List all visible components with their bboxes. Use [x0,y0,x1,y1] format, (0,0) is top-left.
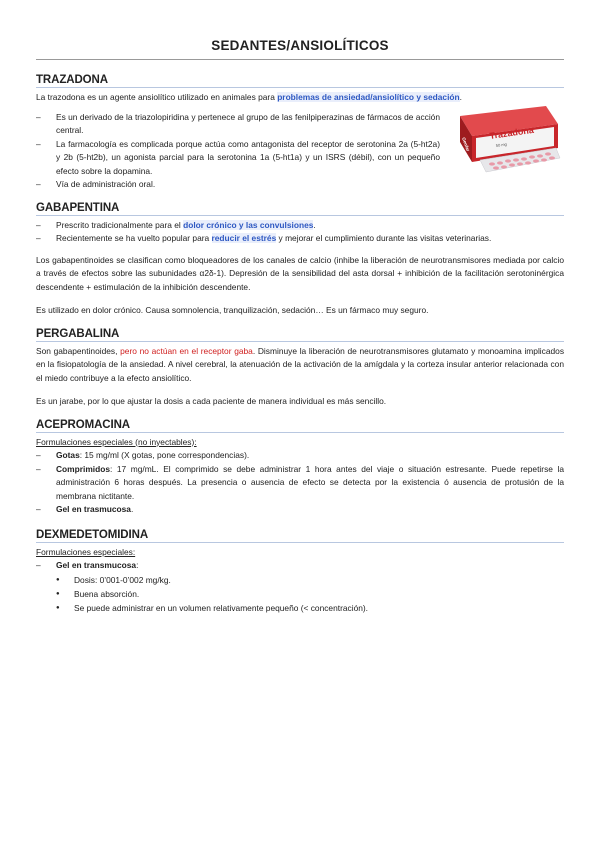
bullet-item: ● Se puede administrar en un volumen relativamente pequeño (< concentración). [36,601,564,615]
pergabalina-paragraph: Son gabapentinoides, pero no actúan en el receptor gaba. Disminuye la liberación de neurotransmisores glutamato y monoamina implicados en la fisiopatología de la ansiedad. A nivel cerebral, la atenuación de la activación de la amígdala y la corteza insular anterior relacionada con el miedo contribuye a la efecto ansiolítico. [36,345,565,383]
list-item: – Gotas: 15 mg/ml (X gotas, pone correspondencias). [36,449,564,463]
pergabalina-paragraph: Es un jarabe, por lo que ajustar la dosis a cada paciente de manera individual es más sencillo. [36,396,387,406]
list-item: – Gel en trasmucosa. [36,503,564,517]
list-item: – La farmacología es complicada porque actúa como antagonista del receptor de serotonina 2a (5-ht2a) y 2b (5-ht2b), un agonista parcial para la serotonina 1a (5-ht1a) y un ISRS (débil), con un pequeño efecto sobre la dopamina. [36,138,440,179]
highlight-text: reducir el estrés [211,233,277,243]
medicine-box-icon [450,102,564,176]
heading-dexmedetomidina: DEXMEDETOMIDINA [36,529,564,543]
section-acepromacina [36,419,564,517]
list-item: – Gel en transmucosa: [36,559,564,573]
heading-trazadona: TRAZADONA [36,74,564,88]
heading-acepromacina: ACEPROMACINA [36,419,564,433]
list-item: – Prescrito tradicionalmente para el dolor crónico y las convulsiones. [36,219,564,233]
heading-pergabalina: PERGABALINA [36,328,564,342]
list-item: – Comprimidos: 17 mg/mL. El comprimido se debe administrar 1 hora antes del viaje o situación estresante. Puede repetirse la administración 6 horas después. La presencia o ausencia de efecto se detecta por la existencia ó ausencia de protusión de la membrana nictitante. [36,463,564,504]
trazadona-box-image [450,102,564,176]
list-item: – Vía de administración oral. [36,178,440,192]
highlight-text: problemas de ansiedad/ansiolítico y sedación [277,92,460,102]
subheading: Formulaciones especiales (no inyectables): [36,436,197,447]
gabapentina-paragraph: Es utilizado en dolor crónico. Causa somnolencia, tranquilización, sedación… Es un fármaco muy seguro. [36,305,429,315]
document-page [36,30,564,625]
highlight-text: dolor crónico y las convulsiones [183,219,314,230]
page-title: SEDANTES/ANSIOLÍTICOS [36,38,564,60]
list-item: – Es un derivado de la triazolopiridina y pertenece al grupo de las fenilpiperazinas de fármacos de acción central. [36,111,440,138]
red-text: pero no actúan en el receptor gaba [120,345,253,356]
section-gabapentina [36,202,564,318]
box-sublabel: 50 mg [495,141,508,148]
trazadona-intro: La trazodona es un agente ansiolítico utilizado en animales para problemas de ansiedad/ansiolítico y sedación. [36,92,462,102]
heading-gabapentina: GABAPENTINA [36,202,564,216]
subheading: Formulaciones especiales: [36,546,136,557]
box-brand: Genfar [461,136,471,152]
bullet-item: ● Dosis: 0’001-0’002 mg/kg. [36,573,564,587]
section-dexmedetomidina [36,529,564,615]
box-label: Trazadona [488,124,535,141]
list-item: – Recientemente se ha vuelto popular para reducir el estrés y mejorar el cumplimiento durante las visitas veterinarias. [36,232,564,246]
section-trazadona [36,74,564,192]
gabapentina-paragraph: Los gabapentinoides se clasifican como bloqueadores de los canales de calcio (inhibe la liberación de neurotransmisores mediada por calcio a través de efectos sobre las subunidades α2δ-1). Depresión de la sensibilidad del asta dorsal + inhibición de la facilitación serotoninérgica descendente + estimulación de la inhibición descendente. [36,254,564,292]
bullet-item: ● Buena absorción. [36,587,564,601]
section-pergabalina [36,328,564,409]
trazadona-list [36,111,440,192]
